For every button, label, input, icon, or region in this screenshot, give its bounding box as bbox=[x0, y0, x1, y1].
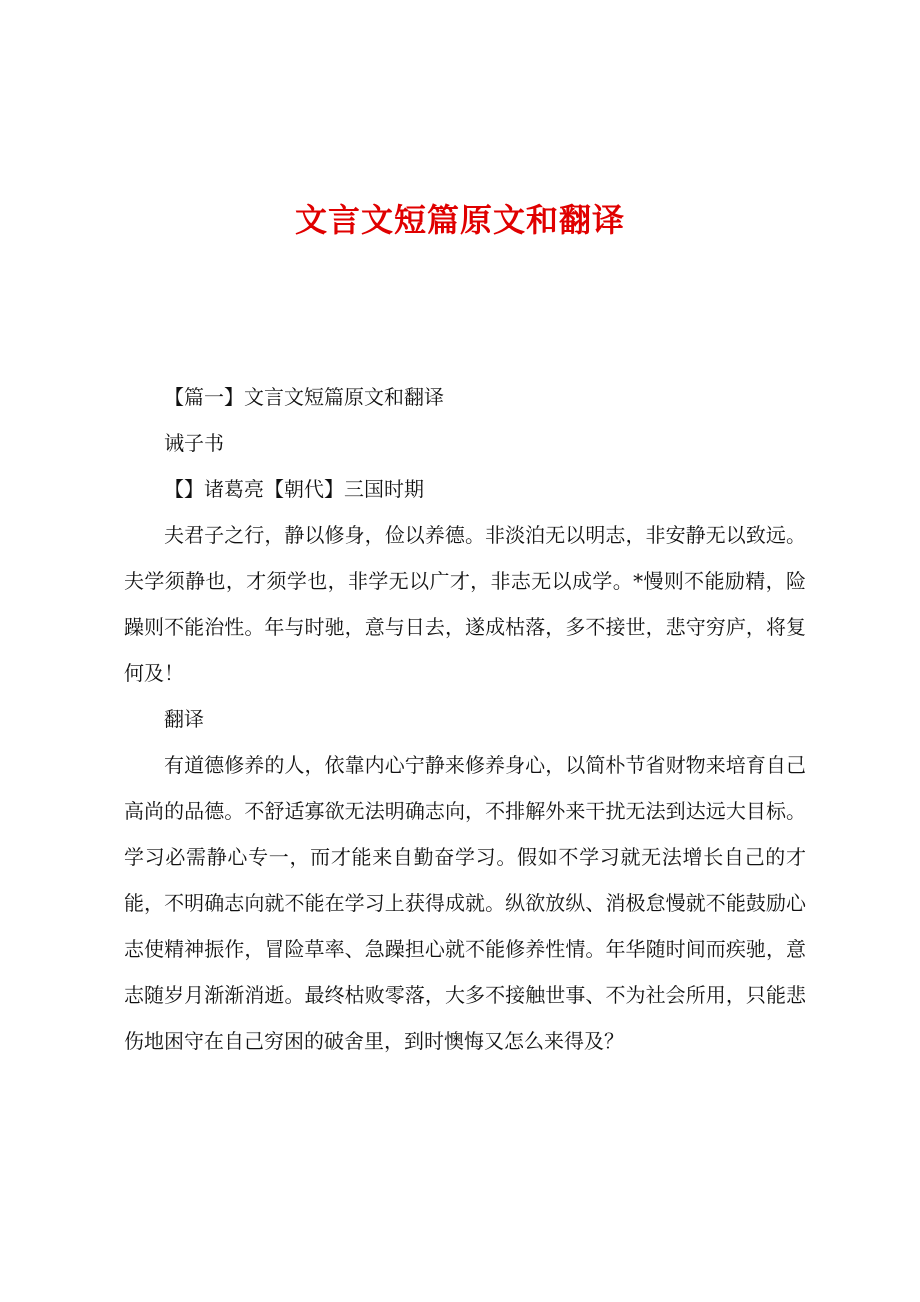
original-text: 夫君子之行，静以修身，俭以养德。非淡泊无以明志，非安静无以致远。夫学须静也，才须学也，非学无以广才，非志无以成学。*慢则不能励精，险躁则不能治性。年与时驰，意与日去，遂成枯落，多不接世，悲守穷庐，将复何及！ bbox=[124, 523, 806, 685]
translation-text: 有道德修养的人，依靠内心宁静来修养身心，以简朴节省财物来培育自己高尚的品德。不舒适寡欲无法明确志向，不排解外来干扰无法到达远大目标。学习必需静心专一，而才能来自勤奋学习。假如不学习就无法增长自己的才能，不明确志向就不能在学习上获得成就。纵欲放纵、消极怠慢就不能鼓励心志使精神振作，冒险草率、急躁担心就不能修养性情。年华随时间而疾驰，意志随岁月渐渐消逝。最终枯败零落，大多不接触世事、不为社会所用，只能悲伤地困守在自己穷困的破舍里，到时懊悔又怎么来得及？ bbox=[124, 753, 806, 1053]
page-title: 文言文短篇原文和翻译 bbox=[294, 201, 625, 239]
author-dynasty: 【】诸葛亮【朝代】三国时期 bbox=[164, 477, 424, 501]
section-heading: 【篇一】文言文短篇原文和翻译 bbox=[164, 385, 444, 409]
work-title: 诫子书 bbox=[164, 431, 224, 455]
translation-heading: 翻译 bbox=[164, 707, 204, 731]
document-body bbox=[124, 374, 806, 1064]
